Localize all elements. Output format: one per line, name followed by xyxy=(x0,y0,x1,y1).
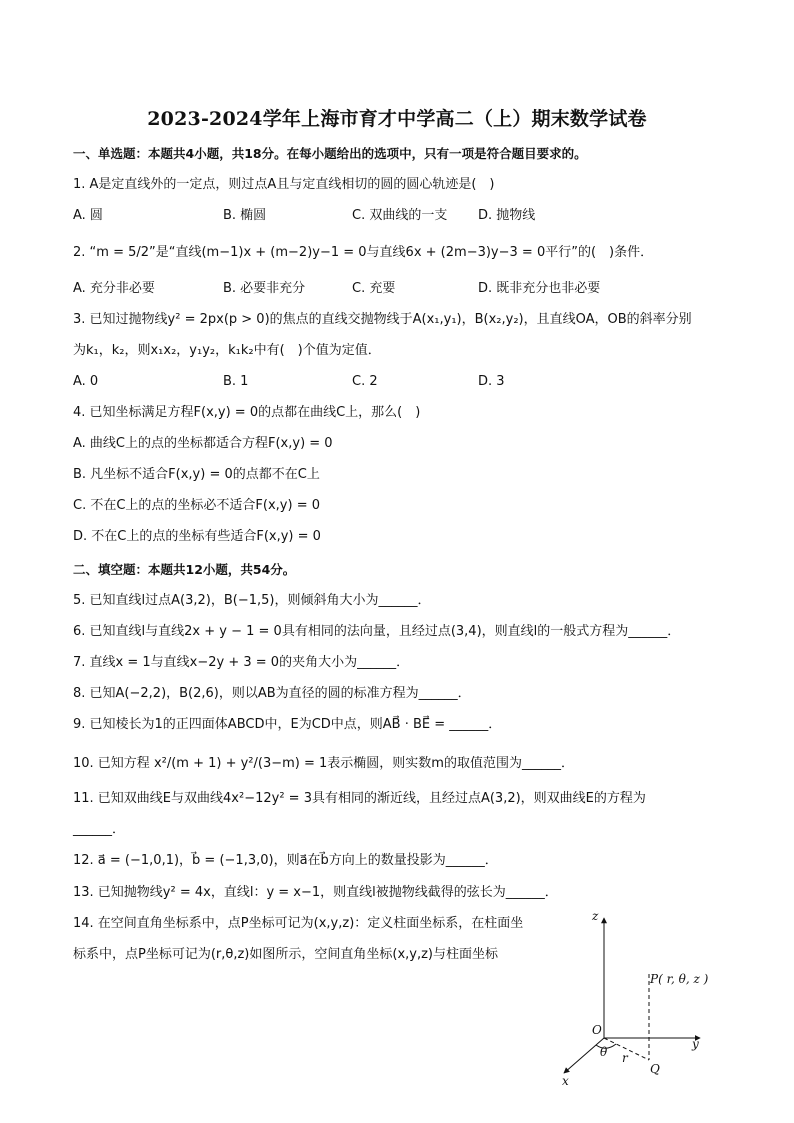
question-11-line1: 11. 已知双曲线E与双曲线4x²−12y² = 3具有相同的渐近线，且经过点A(3,2)，则双曲线E的方程为 xyxy=(73,791,646,806)
label-y: y xyxy=(692,1037,699,1051)
coordinate-diagram xyxy=(552,910,742,1090)
label-theta: θ xyxy=(600,1045,608,1059)
question-11-line2: ______． xyxy=(73,822,126,837)
question-3-stem-line1: 3. 已知过抛物线y² = 2px(p > 0)的焦点的直线交抛物线于A(x₁,y₁)，B(x₂,y₂)，且直线OA，OB的斜率分别 xyxy=(73,312,692,327)
question-1-option-b[interactable]: B. 椭圆 xyxy=(223,208,267,223)
question-3-option-c[interactable]: C. 2 xyxy=(352,374,378,389)
question-2-stem: 2. “m = 5/2”是“直线(m−1)x + (m−2)y−1 = 0与直线6x + (2m−3)y−3 = 0平行”的( )条件． xyxy=(73,245,654,260)
label-x: x xyxy=(562,1074,569,1088)
label-point-q: Q xyxy=(650,1062,660,1076)
question-1-option-a[interactable]: A. 圆 xyxy=(73,208,103,223)
question-8: 8. 已知A(−2,2)，B(2,6)，则以AB为直径的圆的标准方程为______． xyxy=(73,686,471,701)
label-r: r xyxy=(622,1051,628,1065)
question-4-option-a[interactable]: A. 曲线C上的点的坐标都适合方程F(x,y) = 0 xyxy=(73,436,333,451)
label-z: z xyxy=(592,910,599,923)
question-3-stem-line2: 为k₁，k₂，则x₁x₂，y₁y₂，k₁k₂中有( )个值为定值． xyxy=(73,343,381,358)
question-4-option-c[interactable]: C. 不在C上的点的坐标必不适合F(x,y) = 0 xyxy=(73,498,320,513)
section-heading-fill-in: 二、填空题：本题共12小题，共54分。 xyxy=(73,562,296,577)
question-1-option-d[interactable]: D. 抛物线 xyxy=(478,208,536,223)
label-origin: O xyxy=(592,1023,602,1037)
question-3-option-b[interactable]: B. 1 xyxy=(223,374,249,389)
question-2-option-d[interactable]: D. 既非充分也非必要 xyxy=(478,281,601,296)
x-axis xyxy=(564,1038,604,1073)
question-3-option-d[interactable]: D. 3 xyxy=(478,374,505,389)
question-13: 13. 已知抛物线y² = 4x，直线l：y = x−1，则直线l被抛物线截得的弦长为______． xyxy=(73,885,558,900)
question-2-option-c[interactable]: C. 充要 xyxy=(352,281,396,296)
question-2-option-a[interactable]: A. 充分非必要 xyxy=(73,281,155,296)
question-2-option-b[interactable]: B. 必要非充分 xyxy=(223,281,306,296)
question-7: 7. 直线x = 1与直线x−2y + 3 = 0的夹角大小为______． xyxy=(73,655,410,670)
question-5: 5. 已知直线l过点A(3,2)，B(−1,5)，则倾斜角大小为______． xyxy=(73,593,431,608)
cylindrical-coordinates-figure xyxy=(552,910,742,1090)
question-6: 6. 已知直线l与直线2x + y − 1 = 0具有相同的法向量，且经过点(3,4)，则直线l的一般式方程为______． xyxy=(73,624,681,639)
question-1-option-c[interactable]: C. 双曲线的一支 xyxy=(352,208,448,223)
label-point-p: P( r, θ, z ) xyxy=(650,972,709,986)
question-12: 12. a⃗ = (−1,0,1)，b⃗ = (−1,3,0)，则a⃗在b⃗方向上的数量投影为______． xyxy=(73,853,498,868)
question-14-line1: 14. 在空间直角坐标系中，点P坐标可记为(x,y,z)：定义柱面坐标系，在柱面坐 xyxy=(73,916,524,931)
question-14-line2: 标系中，点P坐标可记为(r,θ,z)如图所示，空间直角坐标(x,y,z)与柱面坐标 xyxy=(73,947,498,962)
question-10: 10. 已知方程 x²/(m + 1) + y²/(3−m) = 1表示椭圆，则实数m的取值范围为______． xyxy=(73,756,574,771)
question-9: 9. 已知棱长为1的正四面体ABCD中，E为CD中点，则AB⃗ · BE⃗ = ______． xyxy=(73,717,502,732)
question-4-option-d[interactable]: D. 不在C上的点的坐标有些适合F(x,y) = 0 xyxy=(73,529,321,544)
question-1-stem: 1. A是定直线外的一定点，则过点A且与定直线相切的圆的圆心轨迹是( ) xyxy=(73,177,495,192)
question-3-option-a[interactable]: A. 0 xyxy=(73,374,99,389)
page-title: 2023-2024学年上海市育才中学高二（上）期末数学试卷 xyxy=(147,108,647,130)
section-heading-single-choice: 一、单选题：本题共4小题，共18分。在每小题给出的选项中，只有一项是符合题目要求的。 xyxy=(73,146,587,161)
question-4-option-b[interactable]: B. 凡坐标不适合F(x,y) = 0的点都不在C上 xyxy=(73,467,320,482)
question-4-stem: 4. 已知坐标满足方程F(x,y) = 0的点都在曲线C上，那么( ) xyxy=(73,405,421,420)
